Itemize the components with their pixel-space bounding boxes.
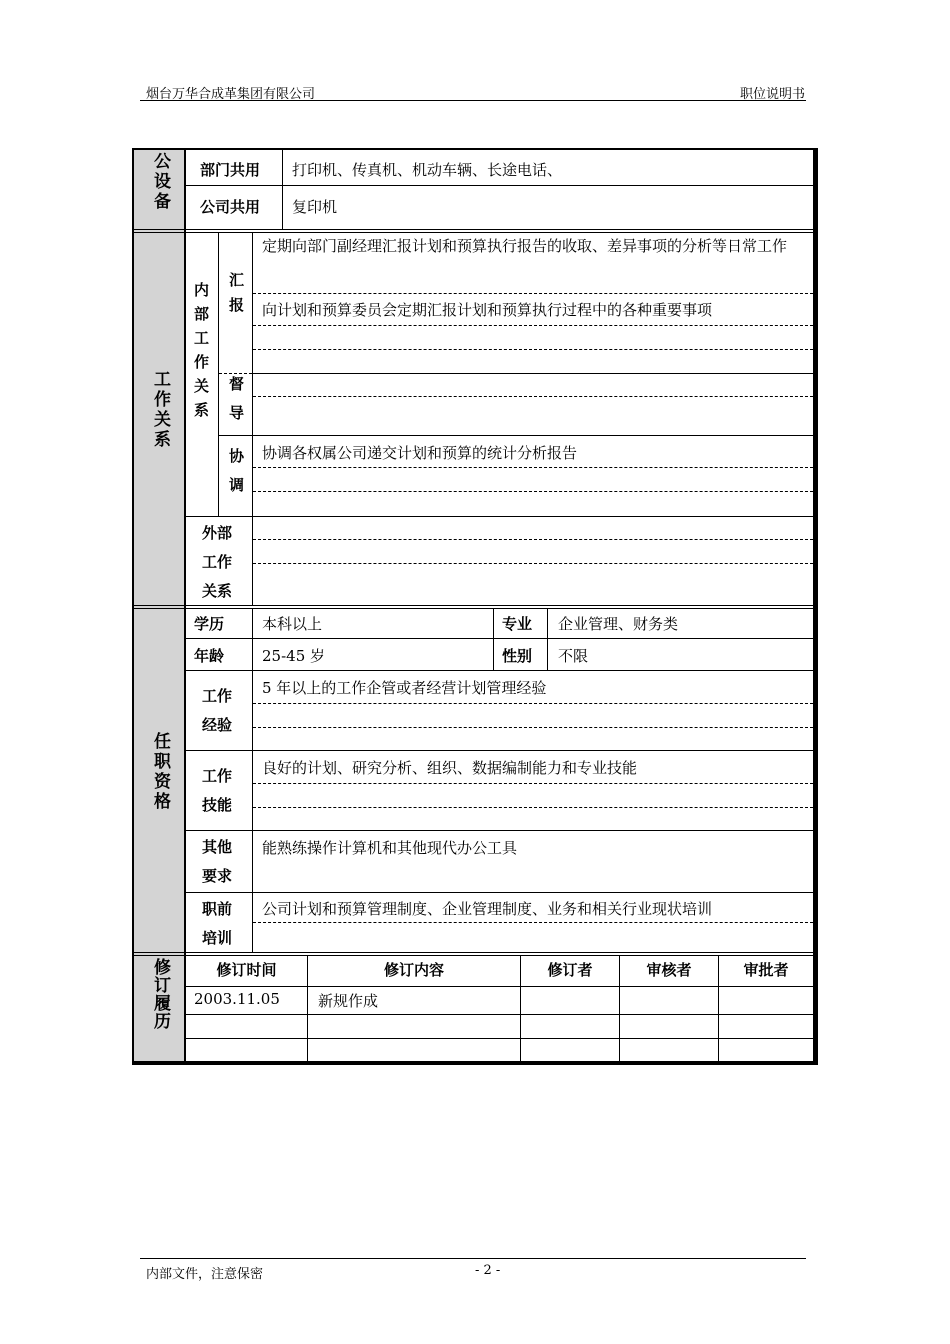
qualifications-section-label: 任职资格 bbox=[150, 732, 170, 812]
report-label: 汇报 bbox=[227, 272, 245, 322]
revision-col-date: 修订时间 bbox=[216, 961, 277, 979]
footer-confidential: 内部文件，注意保密 bbox=[146, 1267, 264, 1282]
experience-label-1: 工作 bbox=[202, 687, 233, 705]
footer-divider bbox=[140, 1258, 806, 1259]
revision-col-content: 修订内容 bbox=[383, 961, 444, 979]
job-description-table bbox=[132, 148, 818, 1065]
experience-value: 5 年以上的工作企管或者经营计划管理经验 bbox=[262, 679, 547, 697]
other-label-1: 其他 bbox=[202, 838, 233, 856]
external-label-1: 外部 bbox=[202, 524, 233, 542]
work-relations-section-label: 工作关系 bbox=[150, 370, 170, 450]
training-value: 公司计划和预算管理制度、企业管理制度、业务和相关行业现状培训 bbox=[262, 900, 713, 918]
report-item-2: 向计划和预算委员会定期汇报计划和预算执行过程中的各种重要事项 bbox=[262, 301, 713, 319]
footer-page-number: - 2 - bbox=[475, 1263, 501, 1278]
revision-section-label: 修订履历 bbox=[150, 958, 170, 1030]
company-shared-value: 复印机 bbox=[292, 198, 338, 216]
dept-shared-label: 部门共用 bbox=[200, 161, 261, 179]
company-shared-label: 公司共用 bbox=[200, 198, 261, 216]
coordinate-item-1: 协调各权属公司递交计划和预算的统计分析报告 bbox=[262, 444, 578, 462]
revision-col-reviewer: 审核者 bbox=[646, 961, 692, 979]
training-label-1: 职前 bbox=[202, 900, 233, 918]
revision-row-date: 2003.11.05 bbox=[194, 990, 280, 1008]
equipment-section-label: 公设备 bbox=[150, 152, 170, 212]
supervise-label: 督导 bbox=[227, 376, 245, 434]
revision-row-content: 新规作成 bbox=[318, 992, 379, 1010]
experience-label-2: 经验 bbox=[202, 716, 233, 734]
skills-value: 良好的计划、研究分析、组织、数据编制能力和专业技能 bbox=[262, 759, 638, 777]
major-value: 企业管理、财务类 bbox=[558, 615, 679, 633]
gender-label: 性别 bbox=[502, 647, 533, 665]
header-divider bbox=[140, 100, 806, 101]
age-label: 年龄 bbox=[194, 647, 225, 665]
education-label: 学历 bbox=[194, 615, 225, 633]
header-doc-type: 职位说明书 bbox=[739, 87, 805, 102]
other-value: 能熟练操作计算机和其他现代办公工具 bbox=[262, 839, 518, 857]
other-label-2: 要求 bbox=[202, 867, 233, 885]
skills-label-2: 技能 bbox=[202, 796, 233, 814]
training-label-2: 培训 bbox=[202, 929, 233, 947]
internal-relations-label: 内部工作关系 bbox=[192, 282, 210, 426]
external-label-2: 工作 bbox=[202, 553, 233, 571]
external-label-3: 关系 bbox=[202, 582, 233, 600]
education-value: 本科以上 bbox=[262, 615, 323, 633]
header-company: 烟台万华合成革集团有限公司 bbox=[146, 87, 316, 102]
gender-value: 不限 bbox=[558, 647, 589, 665]
dept-shared-value: 打印机、传真机、机动车辆、长途电话、 bbox=[292, 161, 563, 179]
revision-col-approver: 审批者 bbox=[743, 961, 789, 979]
coordinate-label: 协调 bbox=[227, 448, 245, 506]
revision-col-reviser: 修订者 bbox=[547, 961, 593, 979]
report-item-1: 定期向部门副经理汇报计划和预算执行报告的收取、差异事项的分析等日常工作 bbox=[262, 237, 788, 255]
major-label: 专业 bbox=[502, 615, 533, 633]
skills-label-1: 工作 bbox=[202, 767, 233, 785]
age-value: 25-45 岁 bbox=[262, 647, 326, 665]
